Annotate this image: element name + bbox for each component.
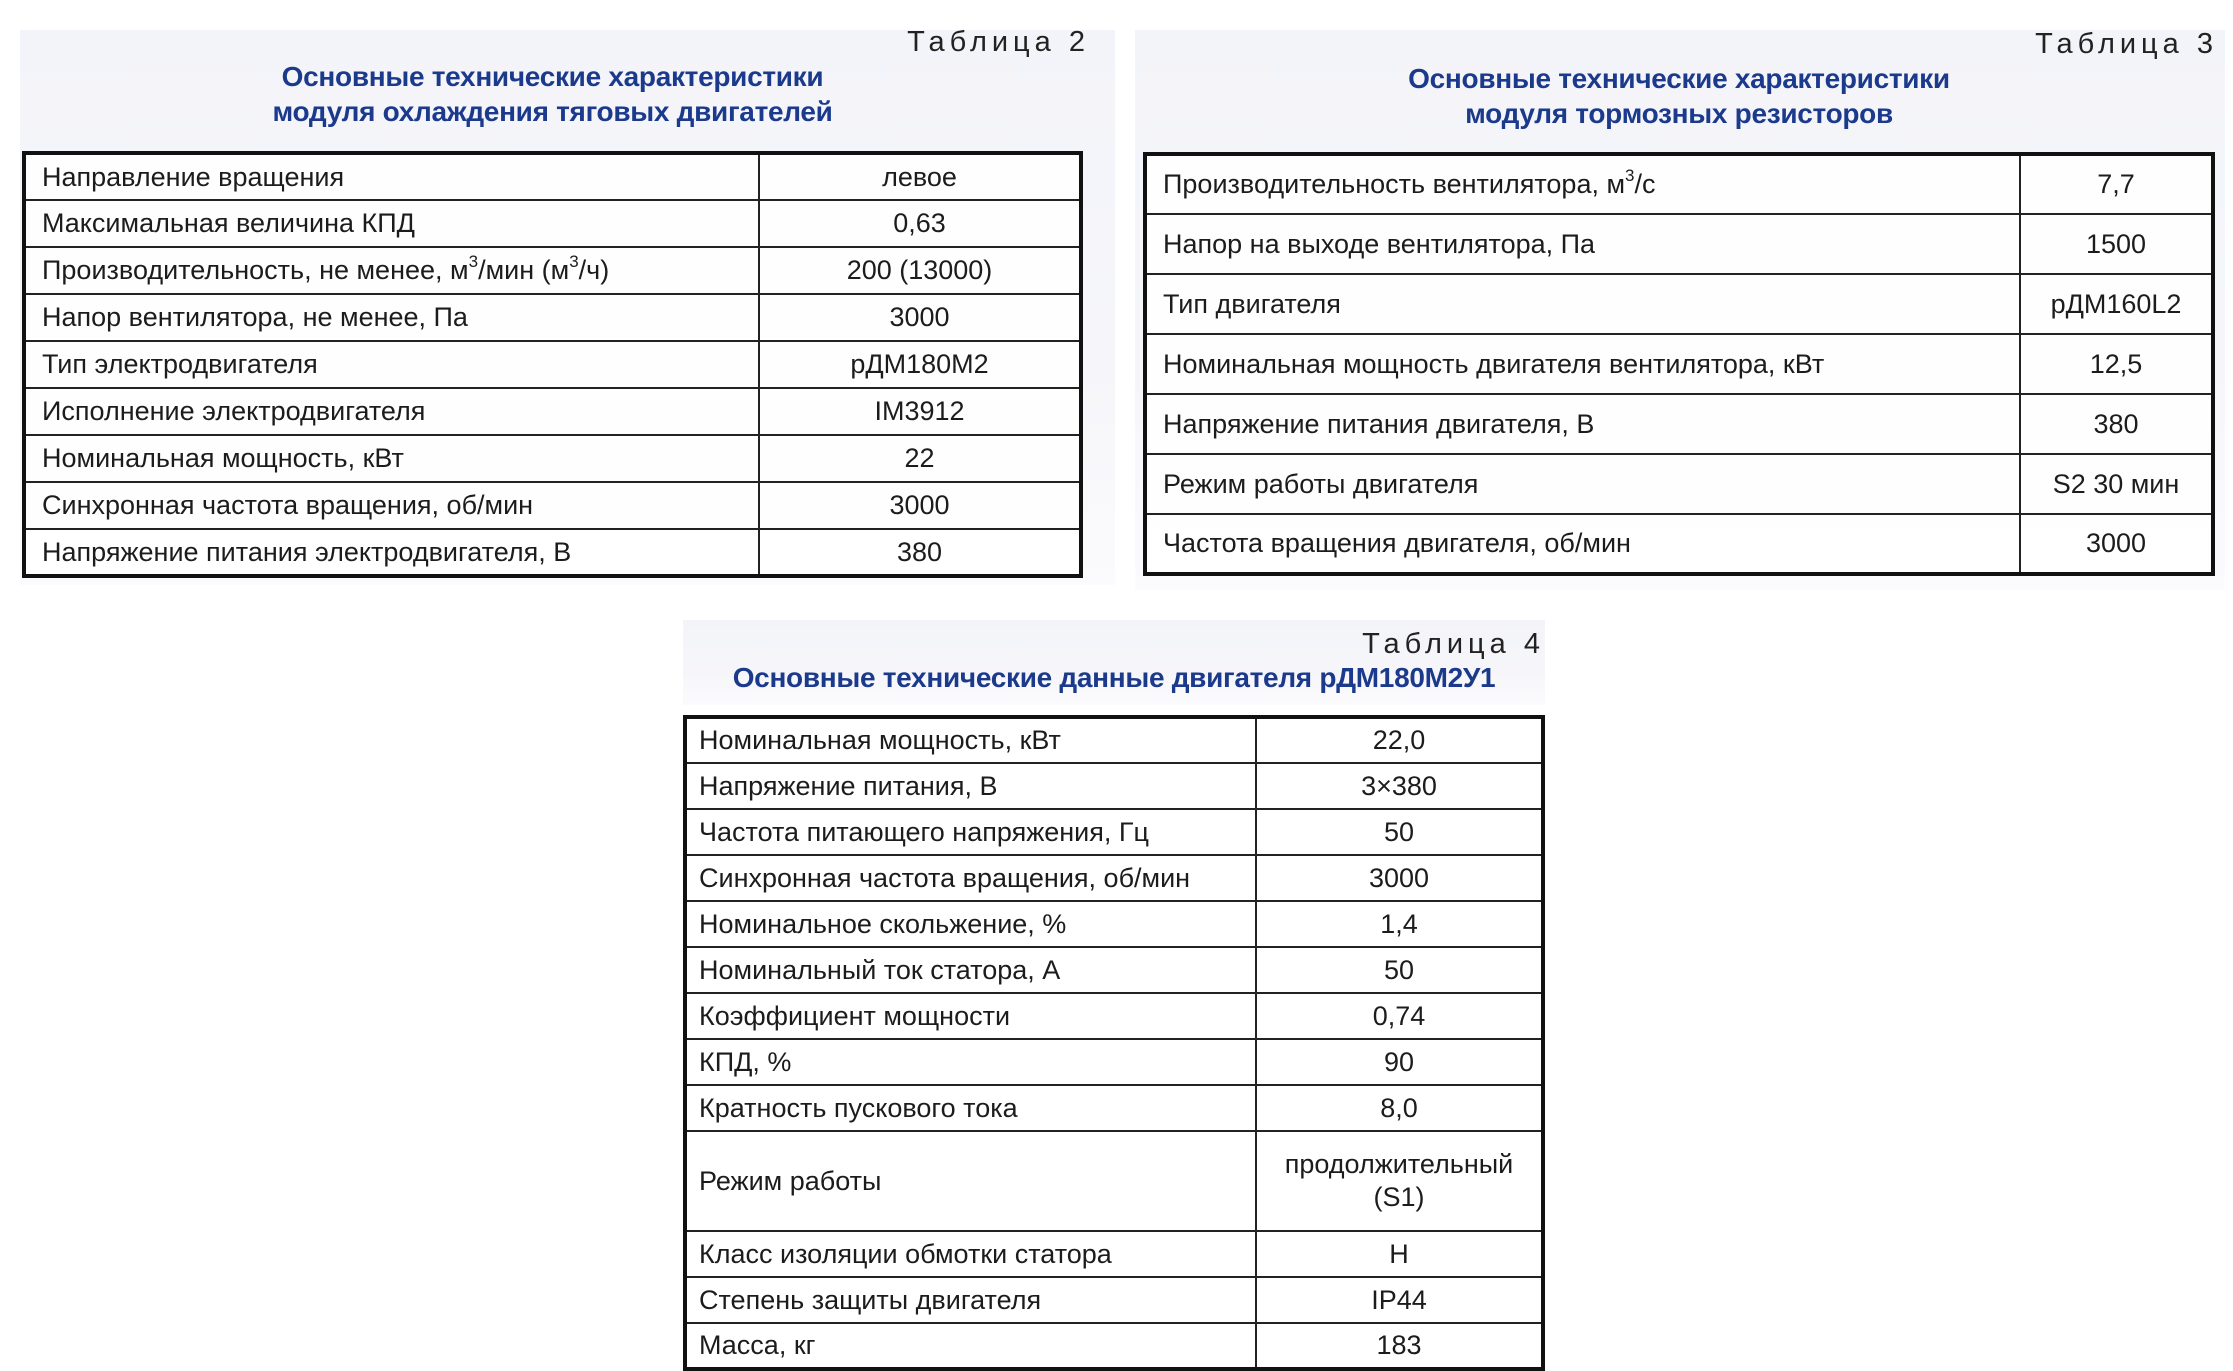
table-row [24, 294, 1081, 341]
row-name: Номинальное скольжение, % [685, 901, 1256, 947]
row-value: рДМ160L2 [2020, 274, 2213, 334]
table2-title [22, 59, 1083, 129]
row-value: 3000 [2020, 514, 2213, 574]
table3-title [1143, 61, 2215, 131]
row-value: 3×380 [1256, 763, 1543, 809]
row-name: Номинальный ток статора, А [685, 947, 1256, 993]
row-name: Класс изоляции обмотки статора [685, 1231, 1256, 1277]
table-row [24, 247, 1081, 294]
table-row [685, 763, 1543, 809]
table3-label: Таблица 3 [2035, 28, 2218, 60]
row-value: 3000 [759, 482, 1081, 529]
row-name-part: Производительность вентилятора, м [1163, 169, 1626, 199]
table-row [685, 1085, 1543, 1131]
row-name: Степень защиты двигателя [685, 1277, 1256, 1323]
row-name: Коэффициент мощности [685, 993, 1256, 1039]
row-name: Тип электродвигателя [24, 341, 759, 388]
table-row [685, 855, 1543, 901]
row-value: S2 30 мин [2020, 454, 2213, 514]
table-row [685, 993, 1543, 1039]
row-value: 7,7 [2020, 154, 2213, 214]
row-name [1145, 154, 2020, 214]
row-value: 0,63 [759, 200, 1081, 247]
table-row [24, 388, 1081, 435]
table4-label: Таблица 4 [1362, 628, 1545, 660]
row-name: Номинальная мощность, кВт [24, 435, 759, 482]
row-name: Направление вращения [24, 153, 759, 200]
table-row [1145, 214, 2213, 274]
row-name: КПД, % [685, 1039, 1256, 1085]
row-value: 1500 [2020, 214, 2213, 274]
row-name: Масса, кг [685, 1323, 1256, 1369]
table4-title: Основные технические данные двигателя рДМ180М2У1 [732, 662, 1496, 693]
row-value: 50 [1256, 809, 1543, 855]
row-name: Режим работы двигателя [1145, 454, 2020, 514]
table-row [1145, 514, 2213, 574]
table4 [683, 715, 1545, 1371]
row-value: 12,5 [2020, 334, 2213, 394]
table-row [1145, 154, 2213, 214]
row-value-line2: (S1) [1373, 1182, 1425, 1212]
table-row [685, 809, 1543, 855]
superscript: 3 [468, 252, 479, 271]
table2-title-line2: модуля охлаждения тяговых двигателей [272, 96, 833, 127]
table-row [24, 435, 1081, 482]
row-name-part: Производительность, не менее, м [42, 255, 469, 285]
superscript: 3 [569, 252, 579, 271]
row-value: 1,4 [1256, 901, 1543, 947]
row-value-line1: продолжительный [1284, 1149, 1514, 1179]
row-value: 50 [1256, 947, 1543, 993]
table-row [1145, 454, 2213, 514]
row-name: Напряжение питания электродвигателя, В [24, 529, 759, 576]
row-value: 200 (13000) [759, 247, 1081, 294]
row-name [24, 247, 759, 294]
row-value: IM3912 [759, 388, 1081, 435]
row-name: Исполнение электродвигателя [24, 388, 759, 435]
table-row [24, 200, 1081, 247]
table-row [685, 1131, 1543, 1231]
row-name: Напряжение питания двигателя, В [1145, 394, 2020, 454]
table-row [1145, 394, 2213, 454]
row-value: 8,0 [1256, 1085, 1543, 1131]
row-value: 90 [1256, 1039, 1543, 1085]
table2 [22, 151, 1083, 578]
row-value: 0,74 [1256, 993, 1543, 1039]
table-row [1145, 334, 2213, 394]
row-name: Максимальная величина КПД [24, 200, 759, 247]
table-row [24, 529, 1081, 576]
superscript: 3 [1625, 166, 1635, 185]
row-name-part: /ч) [578, 255, 610, 285]
row-value: рДМ180М2 [759, 341, 1081, 388]
row-value: левое [759, 153, 1081, 200]
table-row [685, 717, 1543, 763]
table-row [685, 1039, 1543, 1085]
row-value: 380 [759, 529, 1081, 576]
row-name: Кратность пускового тока [685, 1085, 1256, 1131]
table-row [685, 947, 1543, 993]
row-name: Напор вентилятора, не менее, Па [24, 294, 759, 341]
row-name-part: /мин (м [478, 255, 570, 285]
row-name: Режим работы [685, 1131, 1256, 1231]
table2-title-line1: Основные технические характеристики [281, 61, 824, 92]
row-value: 380 [2020, 394, 2213, 454]
row-name: Напряжение питания, В [685, 763, 1256, 809]
row-name: Тип двигателя [1145, 274, 2020, 334]
table-row [685, 1323, 1543, 1369]
table-row [685, 1277, 1543, 1323]
table2-label: Таблица 2 [907, 26, 1090, 58]
row-name-part: /с [1634, 169, 1656, 199]
table-row [24, 341, 1081, 388]
table-row [24, 153, 1081, 200]
table-row [685, 901, 1543, 947]
table-row [24, 482, 1081, 529]
row-name: Частота питающего напряжения, Гц [685, 809, 1256, 855]
row-value: 3000 [759, 294, 1081, 341]
row-value [1256, 1131, 1543, 1231]
row-value: 3000 [1256, 855, 1543, 901]
table-row [685, 1231, 1543, 1277]
row-value: IP44 [1256, 1277, 1543, 1323]
row-value: 183 [1256, 1323, 1543, 1369]
table3-title-line2: модуля тормозных резисторов [1465, 98, 1893, 129]
row-value: 22 [759, 435, 1081, 482]
row-name: Напор на выходе вентилятора, Па [1145, 214, 2020, 274]
row-name: Синхронная частота вращения, об/мин [685, 855, 1256, 901]
row-name: Частота вращения двигателя, об/мин [1145, 514, 2020, 574]
row-name: Номинальная мощность, кВт [685, 717, 1256, 763]
table-row [1145, 274, 2213, 334]
table3 [1143, 152, 2215, 576]
row-value: 22,0 [1256, 717, 1543, 763]
row-name: Номинальная мощность двигателя вентилятора, кВт [1145, 334, 2020, 394]
row-name: Синхронная частота вращения, об/мин [24, 482, 759, 529]
row-value: H [1256, 1231, 1543, 1277]
table3-title-line1: Основные технические характеристики [1408, 63, 1950, 94]
